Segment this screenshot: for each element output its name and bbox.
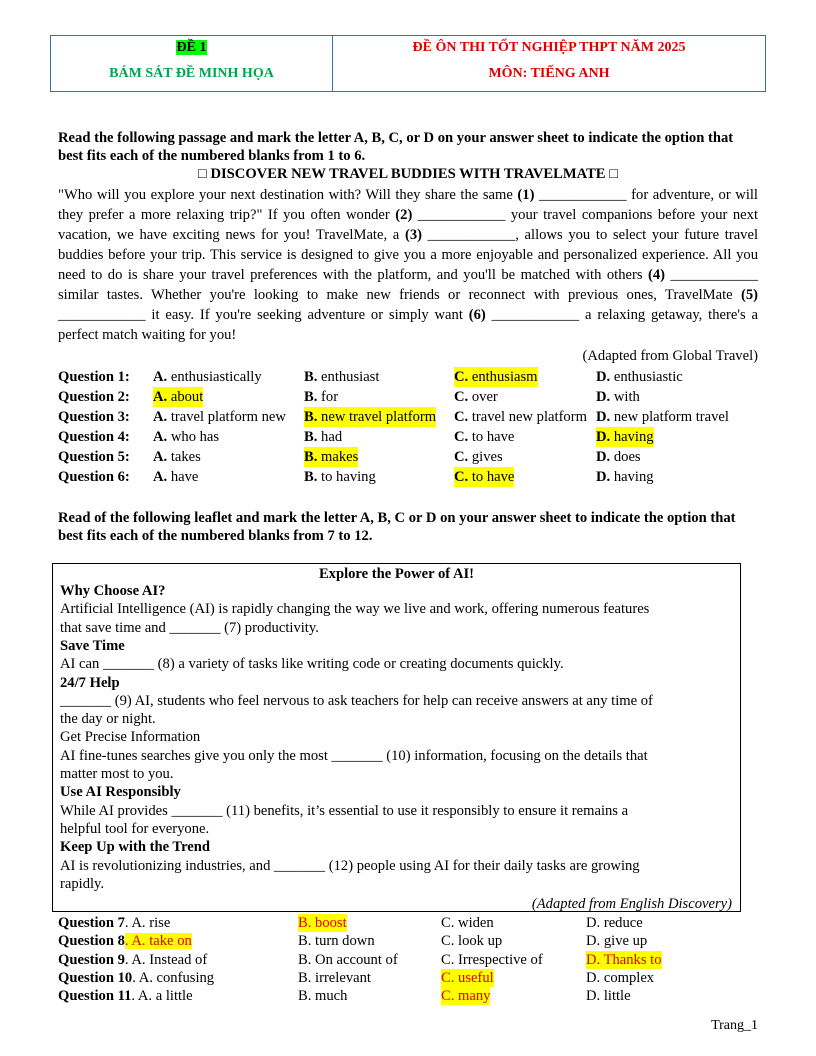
header-table <box>50 35 766 92</box>
section2-instruction: Read of the following leaflet and mark the letter A, B, C or D on your answer sheet to indicate the option that best fits each of the numbered blanks from 7 to 12. <box>58 510 736 544</box>
option-text: had <box>317 429 343 445</box>
answer-option[interactable]: . A. take on <box>124 933 192 950</box>
option-text: does <box>610 449 641 465</box>
option-text: have <box>167 469 199 485</box>
option-text: travel platform new <box>167 409 286 425</box>
answer-option[interactable]: C. many <box>441 988 491 1005</box>
answer-option[interactable] <box>596 367 683 387</box>
exam-title: ĐỀ ÔN THI TỐT NGHIỆP THPT NĂM 2025 <box>412 40 686 55</box>
option-text: enthusiastically <box>167 369 262 385</box>
option-letter: C. <box>454 409 469 425</box>
exam-number: ĐỀ 1 <box>176 40 207 55</box>
answer-option[interactable]: D. reduce <box>586 915 643 931</box>
question-label: Question 3: <box>58 409 130 425</box>
blank-number: (1) <box>517 187 535 203</box>
answer-option[interactable]: D. give up <box>586 933 648 950</box>
answer-option[interactable] <box>153 447 201 467</box>
blank-number: (3) <box>404 227 422 243</box>
option-text: enthusiast <box>317 369 380 385</box>
question-label: Question 4: <box>58 429 130 445</box>
passage-segment: ____________ your travel companions before your next vacation, we have exciting news for you! TravelMate, a <box>58 207 758 243</box>
passage-segment: ____________, allows you to select your future travel buddies before your trip. This service is designed to give you a more enjoyable and personalized experience. All you need to do is share your travel preferences with the platform, and you'll be matched with others <box>58 227 759 283</box>
option-letter: C. <box>454 389 469 405</box>
leaflet-text: AI can _______ (8) a variety of tasks like writing code or creating documents quickly. <box>60 656 564 673</box>
answer-option[interactable] <box>596 447 641 467</box>
option-text: about <box>167 389 204 405</box>
answer-option[interactable]: C. Irrespective of <box>441 951 543 968</box>
option-letter: D. <box>596 449 611 465</box>
leaflet-heading: 24/7 Help <box>60 674 120 691</box>
option-letter: A. <box>153 409 168 425</box>
header-left-cell <box>51 36 333 91</box>
leaflet-source: (Adapted from English Discovery) <box>531 896 732 912</box>
option-text: for <box>317 389 339 405</box>
answer-option[interactable] <box>153 467 198 487</box>
header-right-cell <box>333 36 765 91</box>
question-label: Question 7 <box>58 915 125 931</box>
answer-option[interactable]: C. useful <box>441 969 494 986</box>
option-text: having <box>610 429 654 445</box>
option-letter: D. <box>596 389 611 405</box>
answer-option[interactable]: . A. confusing <box>132 969 215 986</box>
leaflet-text: helpful tool for everyone. <box>60 820 210 837</box>
answer-option[interactable] <box>153 367 262 387</box>
leaflet-text: matter most to you. <box>60 766 174 782</box>
option-text: having <box>610 469 654 485</box>
leaflet-text: Artificial Intelligence (AI) is rapidly changing the way we live and work, offering numerous features <box>60 601 650 618</box>
answer-option[interactable] <box>454 387 498 407</box>
answer-option[interactable] <box>304 367 379 387</box>
passage-title: □ DISCOVER NEW TRAVEL BUDDIES WITH TRAVELMATE □ <box>197 166 619 182</box>
answer-option[interactable] <box>304 407 436 427</box>
option-text: makes <box>317 449 359 465</box>
answer-option[interactable] <box>596 387 640 407</box>
option-text: gives <box>468 449 503 465</box>
answer-option[interactable] <box>153 387 203 407</box>
exam-subtitle: BÁM SÁT ĐỀ MINH HỌA <box>109 66 274 81</box>
blank-number: (4) <box>647 267 665 283</box>
option-letter: B. <box>304 469 318 485</box>
leaflet-text: _______ (9) AI, students who feel nervous to ask teachers for help can receive answers at any time of <box>60 692 653 709</box>
question-label: Question 1: <box>58 369 130 385</box>
answer-option[interactable] <box>454 367 538 387</box>
option-letter: D. <box>596 409 611 425</box>
leaflet-title: Explore the Power of AI! <box>318 566 475 582</box>
answer-option[interactable]: B. boost <box>298 915 347 931</box>
answer-option[interactable]: B. turn down <box>298 933 375 950</box>
question-label: Question 9 <box>58 951 125 968</box>
passage-text <box>58 185 758 345</box>
answer-option[interactable]: B. On account of <box>298 951 398 968</box>
answer-option[interactable] <box>454 407 587 427</box>
option-letter: A. <box>153 389 168 405</box>
option-letter: A. <box>153 369 168 385</box>
option-text: with <box>610 389 640 405</box>
leaflet-heading: Use AI Responsibly <box>60 784 181 801</box>
answer-option[interactable] <box>596 407 729 427</box>
option-letter: B. <box>304 389 318 405</box>
passage-segment: ____________ a relaxing getaway, there's a perfect match waiting for you! <box>58 307 758 343</box>
passage-segment: ____________ similar tastes. Whether you're looking to make new friends or reconnect with previous ones, TravelMate <box>58 267 758 303</box>
leaflet-text: AI is revolutionizing industries, and _______ (12) people using AI for their daily tasks are growing <box>60 857 640 874</box>
option-letter: A. <box>153 469 168 485</box>
passage-segment: ____________ for adventure, or will they prefer a more relaxing trip?" If you often wonder <box>58 187 758 223</box>
answer-option[interactable]: B. much <box>298 988 348 1005</box>
option-text: to have <box>468 429 515 445</box>
option-letter: D. <box>596 369 611 385</box>
passage-segment: ____________ it easy. If you're seeking adventure or simply want <box>58 307 469 323</box>
answer-option[interactable] <box>454 447 503 467</box>
option-letter: A. <box>153 449 168 465</box>
question-label: Question 10 <box>58 969 133 986</box>
blank-number: (6) <box>468 307 486 323</box>
answer-option[interactable] <box>454 467 514 487</box>
option-letter: B. <box>304 449 318 465</box>
leaflet-text: AI fine-tunes searches give you only the most _______ (10) information, focusing on the details that <box>60 747 648 764</box>
option-text: travel new platform <box>468 409 587 425</box>
option-text: takes <box>167 449 201 465</box>
option-text: over <box>468 389 498 405</box>
question-label: Question 5: <box>58 449 130 465</box>
answer-option[interactable]: D. Thanks to <box>586 951 662 968</box>
leaflet-text: that save time and _______ (7) productivity. <box>60 619 319 636</box>
option-text: new travel platform <box>317 409 437 425</box>
option-letter: D. <box>596 469 611 485</box>
option-letter: B. <box>304 369 318 385</box>
option-letter: A. <box>153 429 168 445</box>
answer-option[interactable] <box>304 467 376 487</box>
question-label: Question 8 <box>58 933 125 950</box>
answer-option[interactable]: C. widen <box>441 915 494 931</box>
section1-instruction: Read the following passage and mark the letter A, B, C, or D on your answer sheet to indicate the option that best fits each of the numbered blanks from 1 to 6. <box>58 130 734 164</box>
leaflet-text: the day or night. <box>60 711 156 728</box>
answer-option[interactable] <box>153 427 219 447</box>
answer-option[interactable]: B. irrelevant <box>298 969 371 986</box>
blank-number: (5) <box>740 287 758 303</box>
answer-option[interactable]: D. complex <box>586 969 655 986</box>
option-letter: C. <box>454 369 469 385</box>
answer-option[interactable] <box>153 407 286 427</box>
answer-option[interactable] <box>454 427 514 447</box>
option-text: to have <box>468 469 515 485</box>
option-letter: B. <box>304 409 318 425</box>
exam-subject: MÔN: TIẾNG ANH <box>488 66 610 81</box>
leaflet-text: Get Precise Information <box>60 729 201 746</box>
question-label: Question 11 <box>58 988 132 1005</box>
question-label: Question 2: <box>58 389 130 405</box>
page-number: Trang_1 <box>711 1018 758 1033</box>
leaflet-text: rapidly. <box>60 875 105 892</box>
option-text: to having <box>317 469 376 485</box>
option-letter: D. <box>596 429 611 445</box>
answer-option[interactable]: . A. Instead of <box>124 951 208 968</box>
answer-option[interactable]: D. little <box>586 988 631 1005</box>
answer-option[interactable] <box>304 447 358 467</box>
answer-option[interactable] <box>596 467 654 487</box>
option-text: enthusiasm <box>468 369 538 385</box>
option-letter: C. <box>454 429 469 445</box>
option-text: new platform travel <box>610 409 729 425</box>
answer-option[interactable] <box>304 427 342 447</box>
answer-option[interactable]: . A. a little <box>131 988 193 1005</box>
passage-source: (Adapted from Global Travel) <box>582 348 758 364</box>
option-letter: C. <box>454 469 469 485</box>
answer-option[interactable]: C. look up <box>441 933 503 950</box>
option-text: who has <box>167 429 220 445</box>
question-label: Question 6: <box>58 469 130 485</box>
leaflet-text: While AI provides _______ (11) benefits, it’s essential to use it responsibly to ensure it remains a <box>60 802 629 819</box>
option-text: enthusiastic <box>610 369 683 385</box>
leaflet-heading: Why Choose AI? <box>60 583 166 599</box>
answer-option[interactable] <box>304 387 338 407</box>
option-letter: C. <box>454 449 469 465</box>
option-letter: B. <box>304 429 318 445</box>
passage-segment: "Who will you explore your next destination with? Will they share the same <box>58 187 518 203</box>
leaflet-heading: Save Time <box>60 637 125 654</box>
answer-option[interactable] <box>596 427 654 447</box>
blank-number: (2) <box>395 207 413 223</box>
leaflet-heading: Keep Up with the Trend <box>60 839 211 856</box>
answer-option[interactable]: . A. rise <box>124 915 171 931</box>
